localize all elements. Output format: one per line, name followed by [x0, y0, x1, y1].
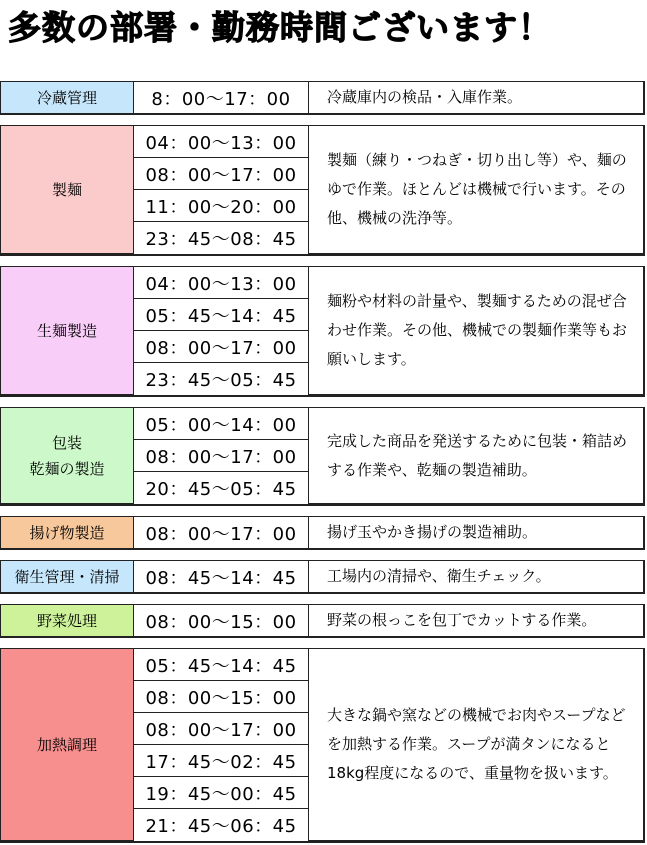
shift-time: 08：00〜17：00: [134, 713, 309, 745]
shift-time: 8：00〜17：00: [134, 82, 309, 113]
job-description: 麺粉や材料の計量や、製麺するための混ぜ合わせ作業。その他、機械での製麺作業等もお願いします。: [309, 267, 644, 395]
section-packaging: [0, 407, 645, 506]
job-description: 完成した商品を発送するために包装・箱詰めする作業や、乾麺の製造補助。: [309, 408, 644, 504]
shift-time: 04：00〜13：00: [134, 267, 309, 299]
section-cold-storage: [0, 81, 645, 115]
category-label: 製麺: [1, 126, 134, 254]
shift-time: 05：45〜14：45: [134, 649, 309, 681]
job-description: 工場内の清掃や、衛生チェック。: [309, 561, 644, 592]
shift-time: 08：00〜17：00: [134, 440, 309, 472]
job-description: 野菜の根っこを包丁でカットする作業。: [309, 605, 644, 636]
shift-time: 05：00〜14：00: [134, 408, 309, 440]
shift-time: 08：00〜15：00: [134, 605, 309, 636]
category-label: 冷蔵管理: [1, 82, 134, 113]
job-description: 製麺（練り・つねぎ・切り出し等）や、麺のゆで作業。ほとんどは機械で行います。その他、機械の洗浄等。: [309, 126, 644, 254]
category-label: [1, 408, 134, 504]
category-label-line2: 乾麺の製造: [29, 459, 105, 478]
job-description: 大きな鍋や窯などの機械でお肉やスープなどを加熱する作業。スープが満タンになると18kg程度になるので、重量物を扱います。: [309, 649, 644, 841]
category-label: 野菜処理: [1, 605, 134, 636]
category-label: 衛生管理・清掃: [1, 561, 134, 592]
category-label: 揚げ物製造: [1, 517, 134, 548]
shift-time: 20：45〜05：45: [134, 472, 309, 504]
shift-time: 21：45〜06：45: [134, 809, 309, 841]
shift-time: 08：45〜14：45: [134, 561, 309, 592]
shift-time: 08：00〜17：00: [134, 331, 309, 363]
shift-time: 17：45〜02：45: [134, 745, 309, 777]
page-title: 多数の部署・勤務時間ございます！: [8, 8, 552, 47]
shift-time: 23：45〜08：45: [134, 222, 309, 254]
section-heat-cooking: [0, 648, 645, 843]
category-label-line1: 包装: [51, 433, 82, 452]
category-label: 生麺製造: [1, 267, 134, 395]
category-label: 加熱調理: [1, 649, 134, 841]
shift-time: 05：45〜14：45: [134, 299, 309, 331]
job-description: 冷蔵庫内の検品・入庫作業。: [309, 82, 644, 113]
section-vegetable: [0, 604, 645, 638]
shift-time: 08：00〜17：00: [134, 517, 309, 548]
shift-time: 11：00〜20：00: [134, 190, 309, 222]
shift-time: 23：45〜05：45: [134, 363, 309, 395]
job-description: 揚げ玉やかき揚げの製造補助。: [309, 517, 644, 548]
section-hygiene: [0, 560, 645, 594]
shift-time: 08：00〜17：00: [134, 158, 309, 190]
shift-time: 04：00〜13：00: [134, 126, 309, 158]
section-raw-noodle: [0, 266, 645, 397]
section-fried-food: [0, 516, 645, 550]
section-noodle-making: [0, 125, 645, 256]
shift-time: 08：00〜15：00: [134, 681, 309, 713]
shift-time: 19：45〜00：45: [134, 777, 309, 809]
